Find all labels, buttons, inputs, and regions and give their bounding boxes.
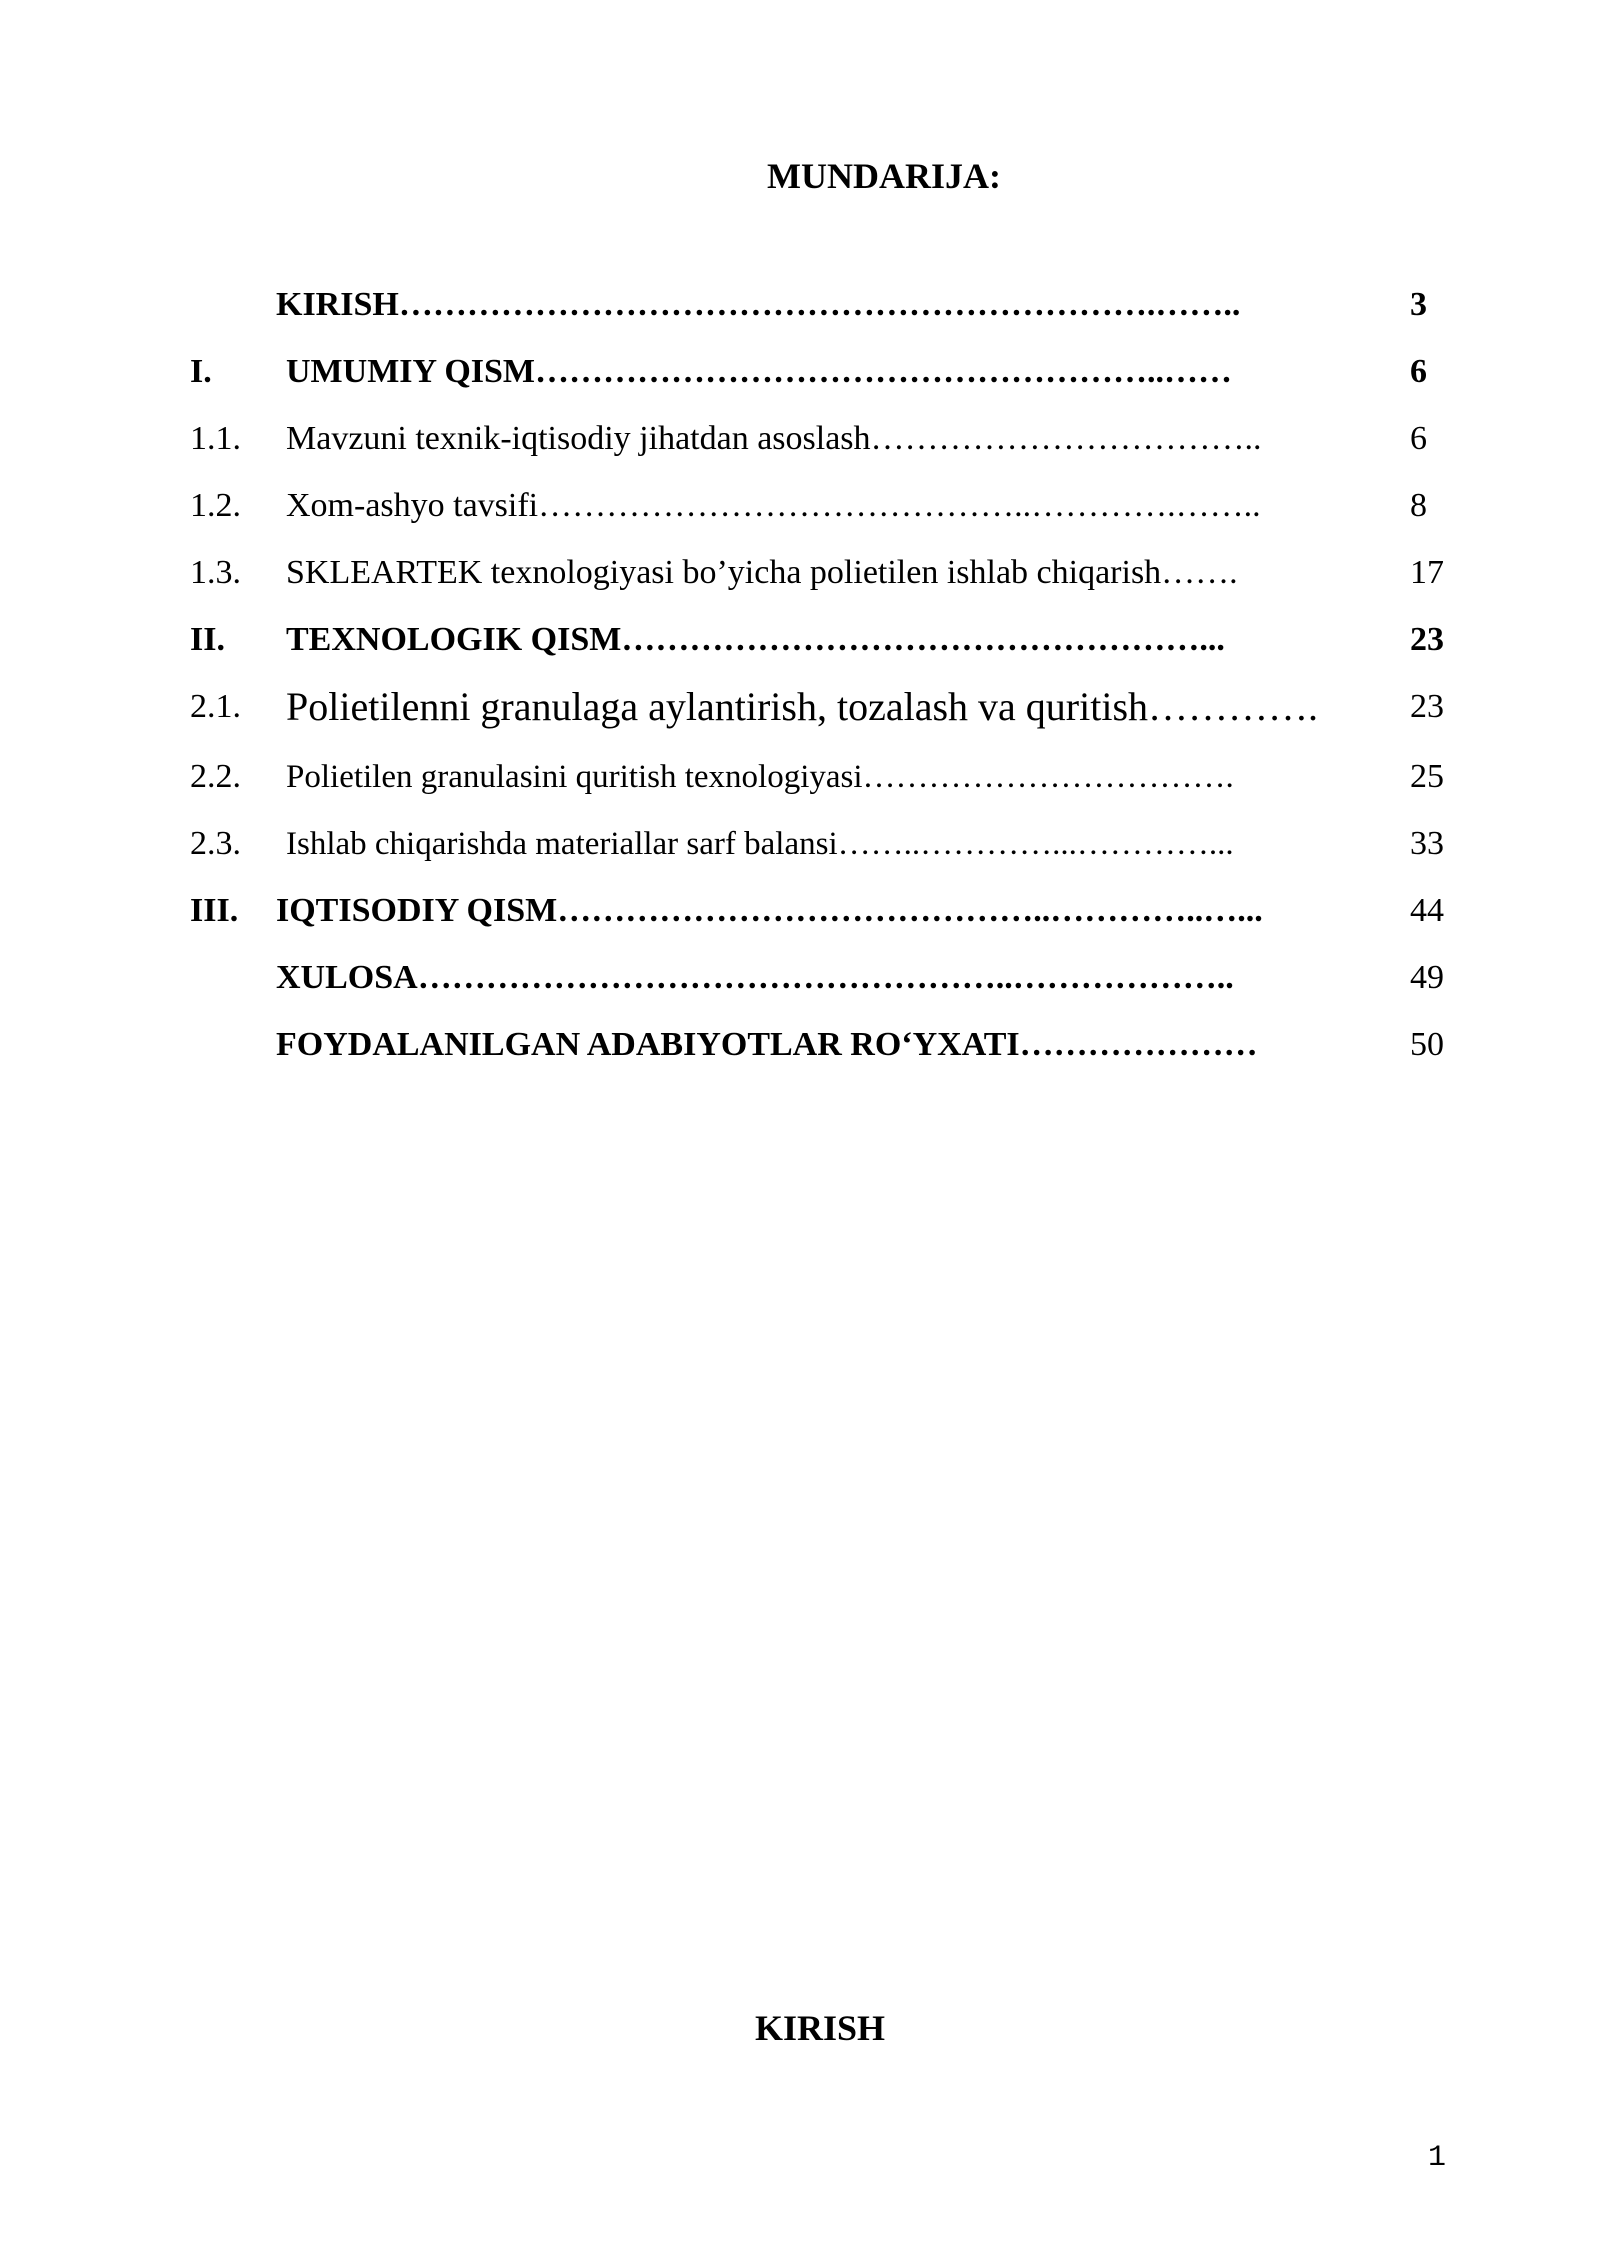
toc-entry-number: 1.2. (190, 487, 241, 524)
toc-entry-title: Xom-ashyo tavsifi……………………………………..………….…….. (286, 487, 1261, 524)
toc-entry-page: 25 (1410, 758, 1444, 795)
toc-entry-page: 8 (1410, 487, 1427, 524)
toc-entry-title: Polietilenni granulaga aylantirish, tozalash va quritish…………. (286, 684, 1319, 729)
toc-entry-number: 1.3. (190, 554, 241, 591)
page-number: 1 (1428, 2141, 1447, 2175)
toc-entry-umumiy-qism (190, 347, 1450, 397)
toc-entry-page: 44 (1410, 892, 1444, 929)
toc-entry-1-1 (190, 414, 1450, 464)
toc-entry-title: Mavzuni texnik-iqtisodiy jihatdan asoslash…………………………….. (286, 420, 1262, 457)
toc-entry-page: 23 (1410, 688, 1444, 725)
toc-entry-title: TEXNOLOGIK QISM……………………………………………... (286, 621, 1225, 658)
toc-entry-page: 6 (1410, 353, 1427, 390)
toc-entry-page: 50 (1410, 1026, 1444, 1063)
toc-entry-kirish (190, 280, 1450, 330)
toc-entry-number: III. (190, 892, 239, 929)
toc-entry-iqtisodiy-qism (190, 886, 1450, 936)
toc-entry-number: I. (190, 353, 212, 390)
toc-entry-2-2 (190, 752, 1450, 802)
toc-entry-number: II. (190, 621, 225, 658)
toc-entry-page: 6 (1410, 420, 1427, 457)
toc-entry-texnologik-qism (190, 615, 1450, 665)
toc-entry-page: 33 (1410, 825, 1444, 862)
toc-entry-xulosa (190, 953, 1450, 1003)
toc-entry-number: 1.1. (190, 420, 241, 457)
toc-entry-1-2 (190, 481, 1450, 531)
toc-entry-2-1 (190, 682, 1450, 732)
toc-entry-page: 49 (1410, 959, 1444, 996)
toc-entry-title: KIRISH………………………………………………………….…….. (276, 286, 1241, 323)
section-heading-kirish: KIRISH (754, 2008, 886, 2048)
toc-entry-title: Polietilen granulasini quritish texnologiyasi……………………………. (286, 759, 1234, 795)
toc-entry-number: 2.2. (190, 758, 241, 795)
toc-entry-title: IQTISODIY QISM……………………………………..…………..…... (276, 892, 1263, 929)
toc-entry-title: FOYDALANILGAN ADABIYOTLAR RO‘YXATI………………… (276, 1026, 1258, 1063)
toc-entry-page: 17 (1410, 554, 1444, 591)
toc-entry-title: Ishlab chiqarishda materiallar sarf balansi……..…………...…………... (286, 826, 1234, 862)
toc-entry-title: SKLEARTEK texnologiyasi bo’yicha polietilen ishlab chiqarish……. (286, 554, 1238, 591)
toc-entry-adabiyotlar (190, 1020, 1450, 1070)
toc-entry-title: UMUMIY QISM………………………………………………..…… (286, 353, 1232, 390)
toc-entry-number: 2.3. (190, 825, 241, 862)
toc-title: MUNDARIJA: (767, 156, 1001, 196)
toc-entry-number: 2.1. (190, 688, 241, 725)
toc-entry-page: 23 (1410, 621, 1444, 658)
toc-entry-2-3 (190, 819, 1450, 869)
toc-entry-title: XULOSA……………………………………………..……………….. (276, 959, 1234, 996)
toc-entry-1-3 (190, 548, 1450, 598)
toc-entry-page: 3 (1410, 286, 1427, 323)
